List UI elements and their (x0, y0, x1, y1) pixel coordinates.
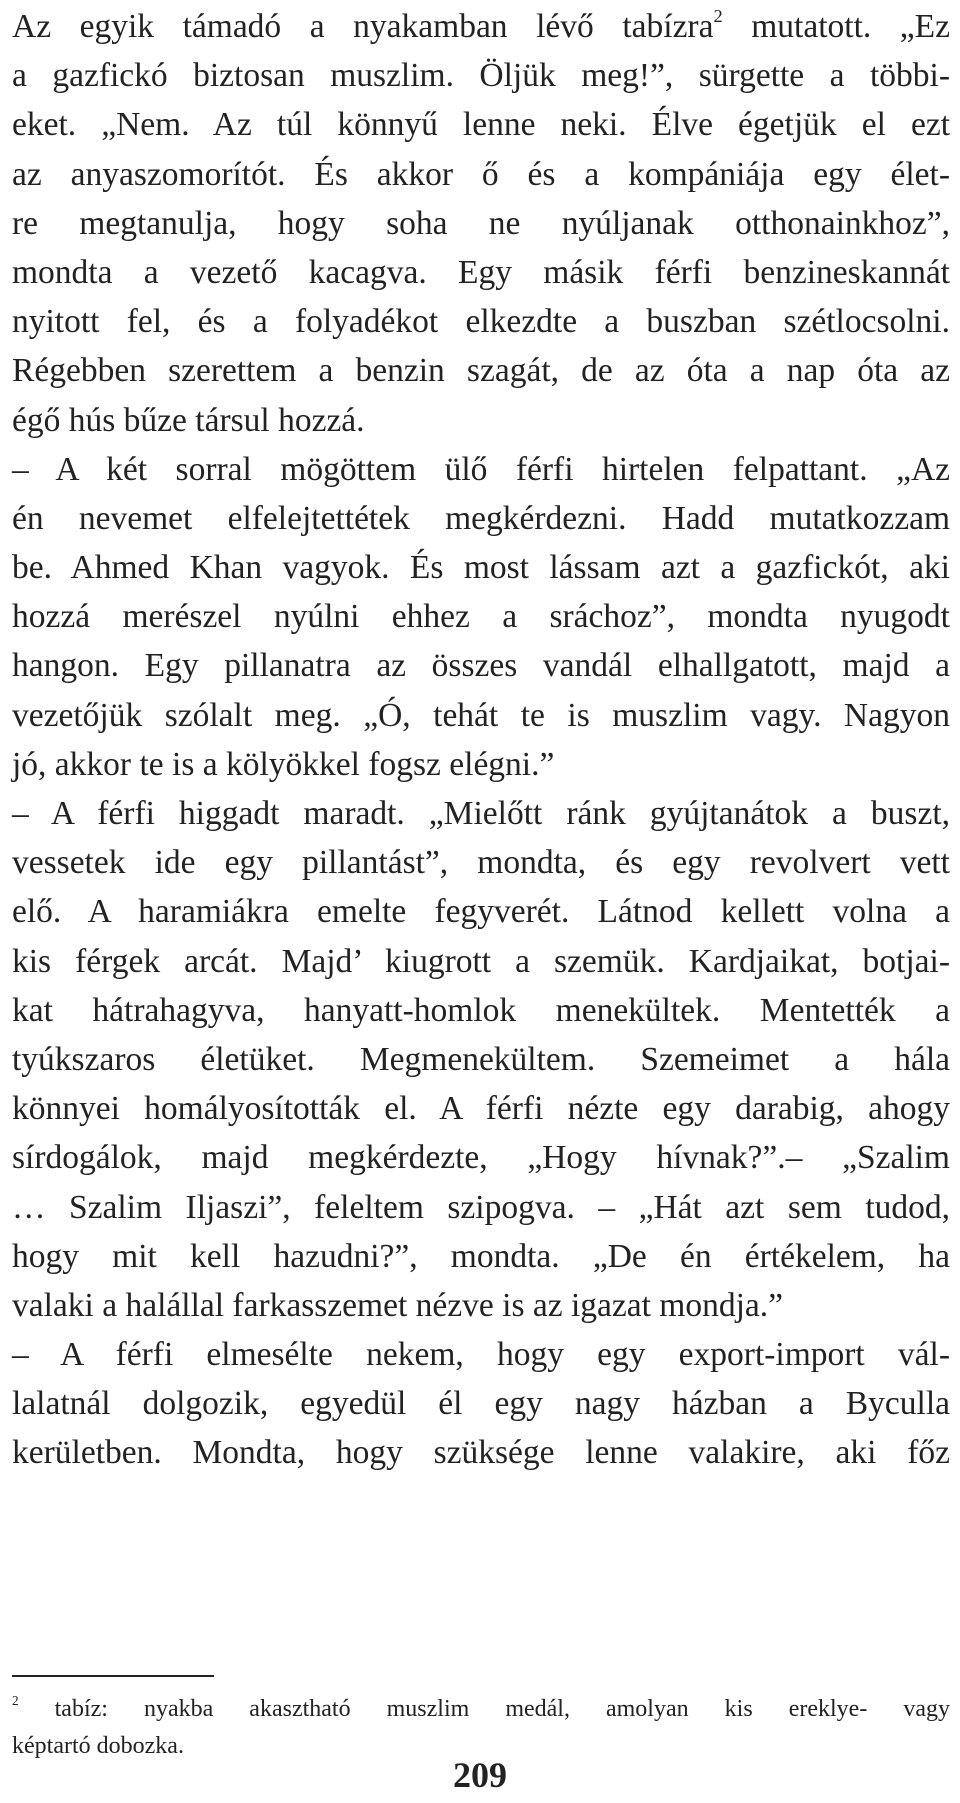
page-number: 209 (453, 1755, 507, 1795)
text-line: hozzá merészel nyúlni ehhez a sráchoz”, mondta nyugodt (12, 598, 950, 636)
text-line: valaki a halállal farkasszemet nézve is az igazat mondja.” (12, 1286, 784, 1324)
footnote-line-2: képtartó dobozka. (12, 1733, 184, 1759)
text-line: be. Ahmed Khan vagyok. És most lássam azt a gazfickót, aki (12, 549, 950, 587)
text-line: re megtanulja, hogy soha ne nyúljanak otthonainkhoz”, (12, 204, 950, 242)
text-line: eket. „Nem. Az túl könnyű lenne neki. Élve égetjük el ezt (12, 106, 950, 144)
text-line: kat hátrahagyva, hanyatt-homlok menekültek. Mentették a (12, 991, 950, 1029)
text-line: hangon. Egy pillanatra az összes vandál elhallgatott, majd a (12, 647, 950, 685)
text-line: – A férfi elmesélte nekem, hogy egy export-import vál- (12, 1336, 950, 1374)
main-text (12, 2, 950, 1478)
text-line: kis férgek arcát. Majd’ kiugrott a szemük. Kardjaikat, botjai- (12, 942, 950, 980)
footnote-reference[interactable]: 2 (713, 6, 723, 27)
text-line: Régebben szerettem a benzin szagát, de az óta a nap óta az (12, 352, 950, 390)
text-line: sírdogálok, majd megkérdezte, „Hogy hívnak?”.– „Szalim (12, 1139, 950, 1177)
text-line: elő. A haramiákra emelte fegyverét. Látnod kellett volna a (12, 893, 950, 931)
text-line: a gazfickó biztosan muszlim. Öljük meg!”, sürgette a többi- (12, 57, 950, 95)
text-line: én nevemet elfelejtettétek megkérdezni. Hadd mutatkozzam (12, 499, 950, 537)
text-line: jó, akkor te is a kölyökkel fogsz elégni.” (12, 745, 555, 783)
footnote-marker: 2 (12, 1693, 19, 1709)
text-line: az anyaszomorítót. És akkor ő és a kompániája egy élet- (12, 155, 950, 193)
text-line: – A két sorral mögöttem ülő férfi hirtelen felpattant. „Az (12, 450, 950, 488)
text-line: – A férfi higgadt maradt. „Mielőtt ránk gyújtanátok a buszt, (12, 795, 950, 832)
text-line-1: Az egyik támadó a nyakamban lévő tabízra$^2$ mutatott. „Ez (12, 6, 950, 45)
text-line: … Szalim Iljaszi”, feleltem szipogva. – „Hát azt sem tudod, (12, 1188, 950, 1226)
text-line: mondta a vezető kacagva. Egy másik férfi benzineskannát (12, 253, 950, 291)
text-line: nyitott fel, és a folyadékot elkezdte a buszban szétlocsolni. (12, 303, 950, 341)
text-line: vessetek ide egy pillantást”, mondta, és egy revolvert vett (12, 844, 950, 882)
text-line: tyúkszaros életüket. Megmenekültem. Szemeimet a hála (12, 1040, 950, 1078)
text-line: égő hús bűze társul hozzá. (12, 401, 365, 439)
text-line: lalatnál dolgozik, egyedül él egy nagy házban a Byculla (12, 1385, 950, 1423)
text-line: hogy mit kell hazudni?”, mondta. „De én értékelem, ha (12, 1237, 950, 1275)
footnote-line-1: $^2$ tabíz: nyakba akasztható muszlim medál, amolyan kis ereklye- vagy (12, 1693, 950, 1722)
footnote-divider (12, 1675, 214, 1677)
text-line: vezetőjük szólalt meg. „Ó, tehát te is muszlim vagy. Nagyon (12, 696, 950, 734)
text-line: kerületben. Mondta, hogy szüksége lenne valakire, aki főz (12, 1434, 950, 1472)
text-line: könnyei homályosították el. A férfi nézte egy darabig, ahogy (12, 1090, 950, 1128)
